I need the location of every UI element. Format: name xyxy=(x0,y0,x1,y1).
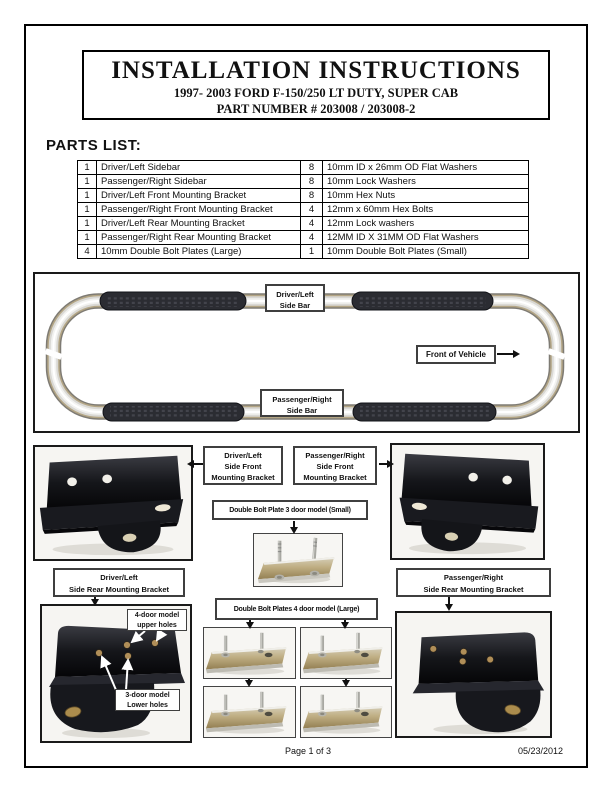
page-title: INSTALLATION INSTRUCTIONS xyxy=(111,57,521,84)
label-line: Mounting Bracket xyxy=(303,473,367,482)
footer-page-number: Page 1 of 3 xyxy=(284,746,332,756)
passenger-front-bracket-photo xyxy=(392,445,543,558)
label-line: Side Rear Mounting Bracket xyxy=(68,584,170,594)
part-qty: 1 xyxy=(78,189,97,203)
part-qty: 4 xyxy=(78,245,97,259)
driver-front-bracket-label xyxy=(203,446,283,485)
part-desc: Passenger/Right Rear Mounting Bracket xyxy=(97,231,301,245)
callout-upper-holes xyxy=(127,609,187,631)
label-line: Passenger/Right xyxy=(305,451,365,460)
label-line: Side Rear Mounting Bracket xyxy=(423,584,524,594)
parts-list-heading: PARTS LIST: xyxy=(46,137,142,154)
part-desc: 10mm Double Bolt Plates (Small) xyxy=(323,245,529,259)
front-of-vehicle-label xyxy=(416,345,496,364)
part-desc: 10mm Hex Nuts xyxy=(323,189,529,203)
label-line: Passenger/Right xyxy=(443,573,504,582)
part-desc: Driver/Left Rear Mounting Bracket xyxy=(97,217,301,231)
part-desc: 12mm x 60mm Hex Bolts xyxy=(323,203,529,217)
part-qty: 1 xyxy=(78,231,97,245)
label-line: Driver/Left xyxy=(224,451,262,460)
passenger-rear-bracket-photo xyxy=(397,613,550,736)
bolt xyxy=(278,541,282,563)
subtitle-vehicle: 1997- 2003 FORD F-150/250 LT DUTY, SUPER CAB xyxy=(173,86,459,100)
right-arrow-icon xyxy=(379,463,388,465)
part-qty: 1 xyxy=(78,161,97,175)
large-bolt-plates-label xyxy=(215,598,378,620)
label-line: Driver/Left xyxy=(100,573,138,582)
down-arrow-icon xyxy=(448,597,450,605)
label-line: upper holes xyxy=(137,622,177,629)
down-arrow-icon xyxy=(344,620,346,623)
part-desc: Driver/Left Front Mounting Bracket xyxy=(97,189,301,203)
part-qty: 4 xyxy=(301,203,323,217)
left-arrow-icon xyxy=(193,463,203,465)
passenger-side-bar-label xyxy=(260,389,344,417)
label-line: Driver/Left xyxy=(276,290,314,299)
down-arrow-icon xyxy=(345,679,347,681)
down-arrow-icon xyxy=(249,620,251,623)
callout-lower-holes xyxy=(115,689,180,711)
driver-rear-bracket-label xyxy=(53,568,185,597)
table-row xyxy=(78,203,529,217)
small-bolt-plate-label xyxy=(212,500,368,520)
part-desc: 10mm ID x 26mm OD Flat Washers xyxy=(323,161,529,175)
small-bolt-plate-photo-box xyxy=(253,533,343,587)
driver-front-bracket-photo-box xyxy=(33,445,193,561)
driver-front-bracket-photo xyxy=(35,447,191,559)
large-bolt-plate-photo xyxy=(204,628,295,678)
label-line: 3-door model xyxy=(125,692,170,699)
label-line: 4-door model xyxy=(134,612,180,619)
subtitle-part-number: PART NUMBER # 203008 / 203008-2 xyxy=(216,102,416,116)
part-qty: 8 xyxy=(301,175,323,189)
part-qty: 4 xyxy=(301,231,323,245)
part-qty: 8 xyxy=(301,161,323,175)
part-qty: 4 xyxy=(301,217,323,231)
parts-table xyxy=(77,160,529,259)
large-bolt-plate-photo xyxy=(301,687,391,737)
label-line: Double Bolt Plates 4 door model (Large) xyxy=(233,606,360,613)
down-arrow-icon xyxy=(248,679,250,681)
bolt-plate-photo-box xyxy=(300,686,392,738)
label-line: Double Bolt Plate 3 door model (Small) xyxy=(229,507,351,514)
part-qty: 8 xyxy=(301,189,323,203)
label-line: Side Front xyxy=(224,462,262,471)
driver-side-bar-label xyxy=(265,284,325,312)
small-bolt-plate-photo xyxy=(254,534,342,586)
label-line: Side Bar xyxy=(279,301,311,310)
label-line: Mounting Bracket xyxy=(211,473,275,482)
bolt-plate-photo-box xyxy=(203,686,296,738)
side-bars-figure xyxy=(33,272,580,433)
part-qty: 1 xyxy=(78,217,97,231)
part-desc: Driver/Left Sidebar xyxy=(97,161,301,175)
table-row xyxy=(78,245,529,259)
passenger-front-bracket-photo-box xyxy=(390,443,545,560)
part-qty: 1 xyxy=(78,175,97,189)
table-row xyxy=(78,161,529,175)
large-bolt-plate-photo xyxy=(204,687,295,737)
passenger-rear-bracket-photo-box xyxy=(395,611,552,738)
footer-date: 05/23/2012 xyxy=(518,746,564,756)
table-row xyxy=(78,189,529,203)
table-row xyxy=(78,217,529,231)
down-arrow-icon xyxy=(94,597,96,600)
bolt-plate-photo-box xyxy=(300,627,392,679)
label-line: Side Front xyxy=(316,462,354,471)
passenger-front-bracket-label xyxy=(293,446,377,485)
part-qty: 1 xyxy=(301,245,323,259)
bolt-plate-photo-box xyxy=(203,627,296,679)
table-row xyxy=(78,175,529,189)
label-line: Front of Vehicle xyxy=(425,350,486,359)
part-desc: 10mm Lock Washers xyxy=(323,175,529,189)
part-desc: 12mm Lock washers xyxy=(323,217,529,231)
part-qty: 1 xyxy=(78,203,97,217)
label-line: Side Bar xyxy=(286,406,318,415)
part-desc: 12MM ID X 31MM OD Flat Washers xyxy=(323,231,529,245)
label-line: Lower holes xyxy=(127,702,168,709)
large-bolt-plate-photo xyxy=(301,628,391,678)
part-desc: Passenger/Right Sidebar xyxy=(97,175,301,189)
down-arrow-icon xyxy=(293,521,295,528)
passenger-rear-bracket-label xyxy=(396,568,551,597)
part-desc: Passenger/Right Front Mounting Bracket xyxy=(97,203,301,217)
label-line: Passenger/Right xyxy=(272,395,332,404)
part-desc: 10mm Double Bolt Plates (Large) xyxy=(97,245,301,259)
table-row xyxy=(78,231,529,245)
front-of-vehicle-arrow-icon xyxy=(497,353,514,355)
title-box xyxy=(82,50,550,120)
